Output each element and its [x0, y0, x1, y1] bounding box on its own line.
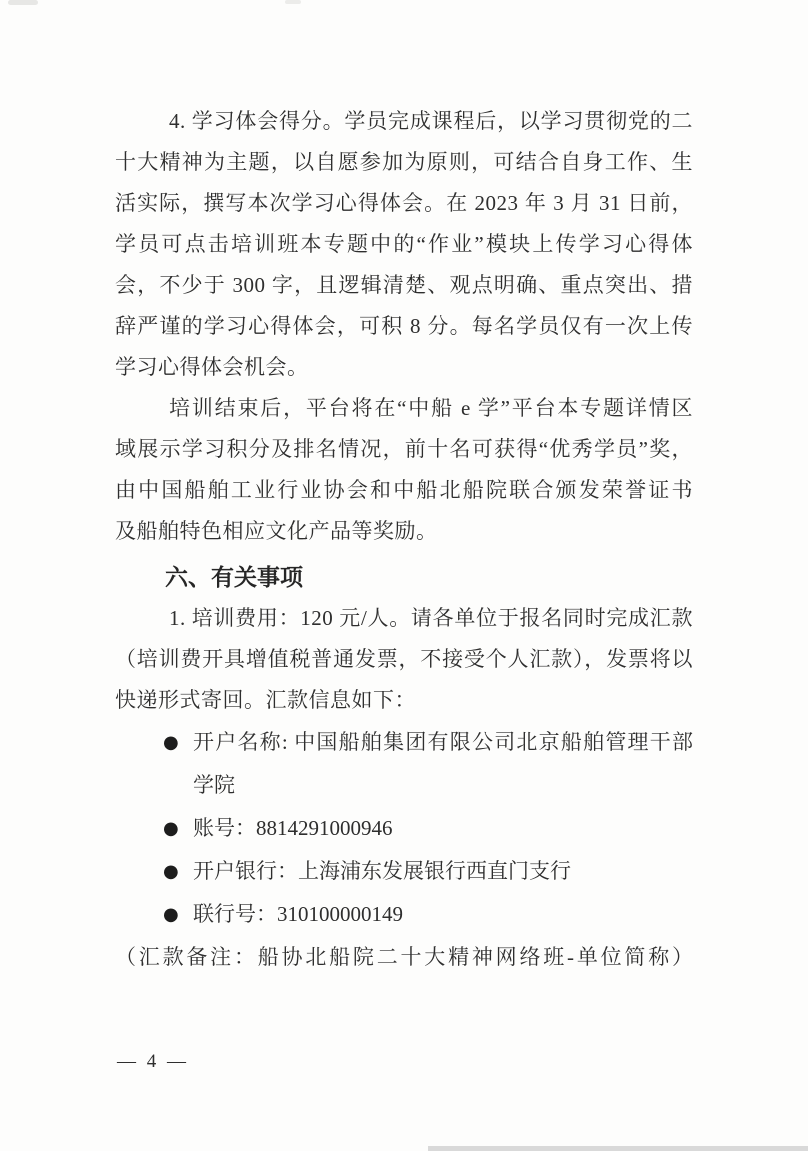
paragraph-1 [115, 101, 693, 388]
paragraph-line: 域展示学习积分及排名情况，前十名可获得“优秀学员”奖， [115, 437, 693, 461]
bullet-item [115, 850, 693, 893]
remark-note: （汇款备注：船协北船院二十大精神网络班-单位简称） [115, 945, 693, 969]
scan-artifact-top [285, 0, 301, 4]
paragraph-line: 4. 学习体会得分。学员完成课程后，以学习贯彻党的二 [169, 109, 693, 133]
paragraph-line: 活实际，撰写本次学习心得体会。在 2023 年 3 月 31 日前， [115, 191, 693, 215]
paragraph-line: 学习心得体会机会。 [115, 355, 309, 379]
paragraph-line: 辞严谨的学习心得体会，可积 8 分。每名学员仅有一次上传 [115, 314, 693, 338]
bullet-item [115, 893, 693, 936]
paragraph-line: 十大精神为主题，以自愿参加为原则，可结合自身工作、生 [115, 150, 693, 174]
bullet-item [115, 807, 693, 850]
paragraph-line: 由中国船舶工业行业协会和中船北船院联合颁发荣誉证书 [115, 478, 693, 502]
bullet-item-label: 开户名称: 中国船舶集团有限公司北京船舶管理干部 [193, 730, 693, 754]
bullet-item [115, 721, 693, 764]
paragraph-line: 1. 培训费用：120 元/人。请各单位于报名同时完成汇款 [169, 606, 693, 630]
paragraph-3 [115, 598, 693, 721]
document-page [115, 101, 693, 979]
bullet-item-label: 账号：8814291000946 [193, 816, 393, 840]
paragraph-line: 会，不少于 300 字，且逻辑清楚、观点明确、重点突出、措 [115, 273, 693, 297]
paragraph-line: 学员可点击培训班本专题中的“作业”模块上传学习心得体 [115, 232, 693, 256]
bullet-dot-icon: ● [163, 818, 179, 839]
bullet-item-label: 联行号：310100000149 [193, 902, 403, 926]
paragraph-line: 及船舶特色相应文化产品等奖励。 [115, 519, 438, 543]
page-number: — 4 — [117, 1051, 189, 1072]
scan-artifact-top-left [8, 0, 38, 5]
paragraph-line: 培训结束后，平台将在“中船 e 学”平台本专题详情区 [169, 396, 693, 420]
bullet-dot-icon: ● [163, 861, 179, 882]
bullet-dot-icon: ● [163, 904, 179, 925]
bullet-item-continuation [115, 764, 693, 807]
paragraph-2 [115, 388, 693, 552]
bullet-dot-icon: ● [163, 732, 179, 753]
section-heading: 六、有关事项 [165, 564, 303, 590]
bullet-item-label: 学院 [193, 773, 235, 797]
bullet-list [115, 721, 693, 936]
paragraph-line: 快递形式寄回。汇款信息如下： [115, 688, 416, 712]
bullet-item-label: 开户银行：上海浦东发展银行西直门支行 [193, 859, 571, 883]
scan-artifact-bottom-edge [428, 1146, 808, 1151]
paragraph-line: （培训费开具增值税普通发票，不接受个人汇款），发票将以 [115, 647, 693, 671]
